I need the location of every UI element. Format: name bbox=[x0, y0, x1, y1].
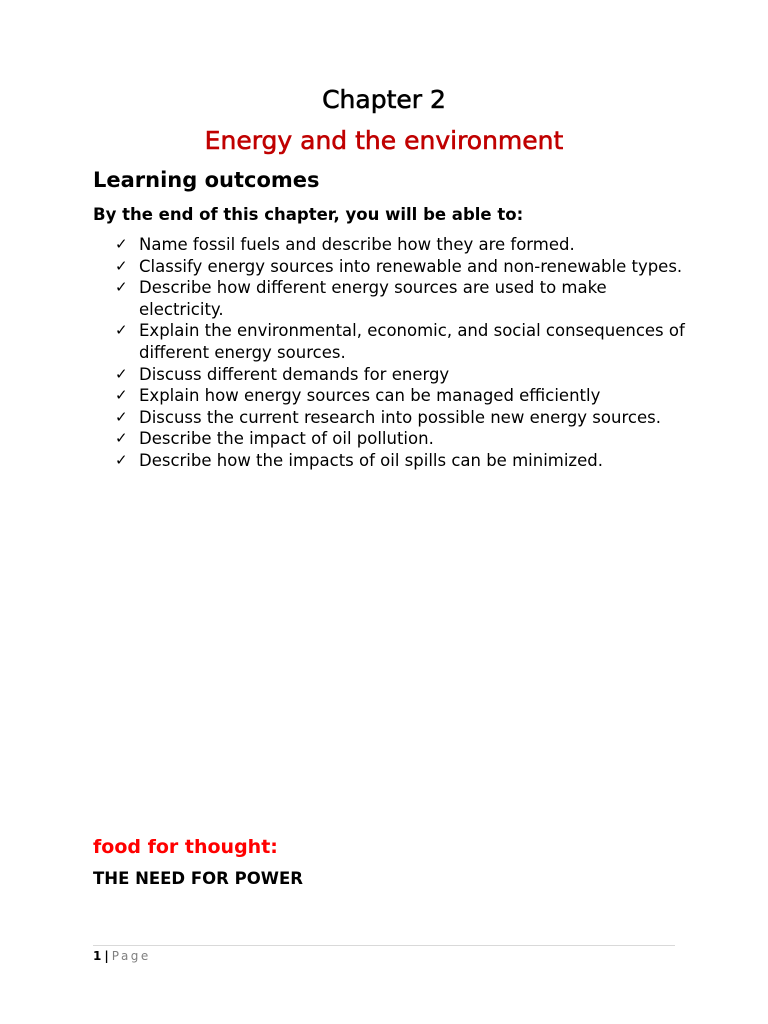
page-number: 1 bbox=[93, 949, 102, 963]
outcomes-list bbox=[115, 234, 695, 472]
checkmark-icon: ✓ bbox=[115, 429, 128, 448]
footer-separator: | bbox=[104, 949, 109, 963]
checkmark-icon: ✓ bbox=[115, 256, 128, 275]
outcome-text: Describe the impact of oil pollution. bbox=[139, 429, 434, 449]
checkmark-icon: ✓ bbox=[115, 321, 128, 340]
page-footer bbox=[93, 948, 151, 964]
checkmark-icon: ✓ bbox=[115, 278, 128, 297]
checkmark-icon: ✓ bbox=[115, 386, 128, 405]
chapter-title: Chapter 2 bbox=[322, 85, 446, 114]
list-item bbox=[115, 320, 695, 363]
outcome-text: Explain the environmental, economic, and social consequences of different energy sources. bbox=[139, 321, 685, 362]
page-label: Page bbox=[111, 949, 151, 963]
list-item bbox=[115, 385, 695, 407]
list-item bbox=[115, 277, 695, 320]
learning-outcomes-heading: Learning outcomes bbox=[93, 168, 320, 192]
checkmark-icon: ✓ bbox=[115, 407, 128, 426]
food-for-thought-label: food for thought: bbox=[93, 836, 278, 858]
chapter-subtitle: Energy and the environment bbox=[204, 126, 564, 155]
outcome-text: Discuss different demands for energy bbox=[139, 364, 450, 384]
outcome-text: Name fossil fuels and describe how they are formed. bbox=[139, 235, 575, 254]
list-item bbox=[115, 256, 695, 278]
need-for-power-heading: THE NEED FOR POWER bbox=[93, 869, 303, 888]
list-item bbox=[115, 364, 695, 386]
list-item bbox=[115, 234, 695, 256]
intro-text: By the end of this chapter, you will be able to: bbox=[93, 205, 524, 224]
outcome-text: Describe how different energy sources are used to make electricity. bbox=[139, 278, 607, 319]
list-item bbox=[115, 450, 695, 472]
list-item bbox=[115, 407, 695, 429]
checkmark-icon: ✓ bbox=[115, 235, 128, 253]
checkmark-icon: ✓ bbox=[115, 364, 128, 383]
outcome-text: Discuss the current research into possible new energy sources. bbox=[139, 407, 661, 427]
outcome-text: Describe how the impacts of oil spills can be minimized. bbox=[139, 450, 603, 470]
list-item bbox=[115, 428, 695, 450]
checkmark-icon: ✓ bbox=[115, 450, 128, 469]
outcome-text: Classify energy sources into renewable and non-renewable types. bbox=[139, 256, 683, 276]
outcome-text: Explain how energy sources can be managed efficiently bbox=[139, 386, 601, 406]
footer-divider bbox=[93, 945, 675, 946]
